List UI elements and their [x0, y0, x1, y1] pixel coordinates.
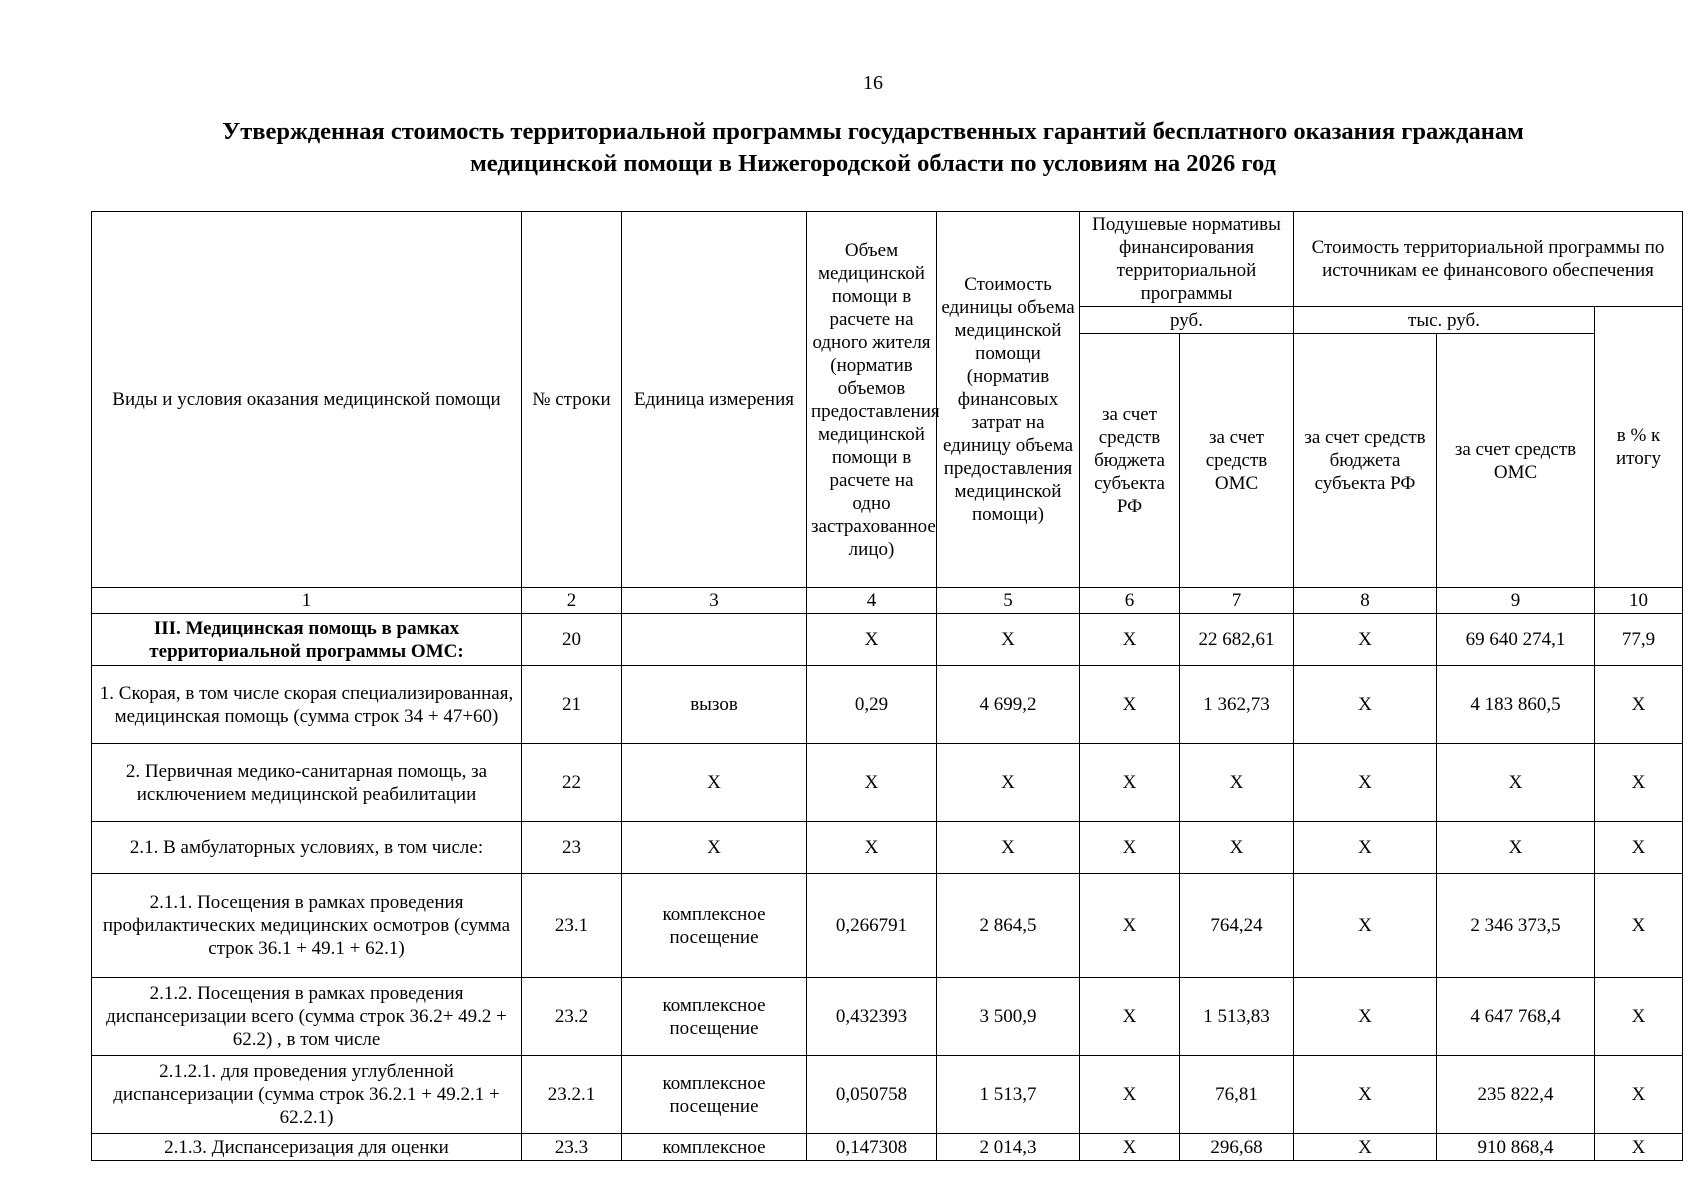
row-number: 21 [522, 666, 622, 744]
column-number: 10 [1595, 588, 1683, 614]
header-unit-thousand-rub: тыс. руб. [1294, 307, 1595, 334]
column-number: 5 [937, 588, 1080, 614]
page-number: 16 [863, 72, 883, 94]
header-col-1: Виды и условия оказания медицинской помощи [92, 212, 522, 588]
column-number: 1 [92, 588, 522, 614]
row-per-capita-oms: X [1180, 744, 1294, 822]
header-col-7: за счет средств ОМС [1180, 334, 1294, 588]
row-percent: X [1595, 1134, 1683, 1161]
column-number-row [92, 588, 1683, 614]
row-total-oms: 235 822,4 [1437, 1056, 1595, 1134]
row-volume: 0,050758 [807, 1056, 937, 1134]
row-unit-cost: 4 699,2 [937, 666, 1080, 744]
row-total-oms: X [1437, 744, 1595, 822]
row-per-capita-budget: X [1080, 978, 1180, 1056]
row-per-capita-oms: X [1180, 822, 1294, 874]
row-volume: 0,266791 [807, 874, 937, 978]
row-total-budget: X [1294, 1134, 1437, 1161]
row-volume: X [807, 822, 937, 874]
row-volume: X [807, 614, 937, 666]
header-col-10: в % к итогу [1595, 307, 1683, 588]
row-unit-cost: 2 014,3 [937, 1134, 1080, 1161]
row-per-capita-budget: X [1080, 1134, 1180, 1161]
row-volume: 0,432393 [807, 978, 937, 1056]
row-volume: 0,147308 [807, 1134, 937, 1161]
row-unit: комплексное [622, 1134, 807, 1161]
row-name: 2.1.2.1. для проведения углубленной диспансеризации (сумма строк 36.2.1 + 49.2.1 + 62.2.1) [92, 1056, 522, 1134]
title-line-2: медицинской помощи в Нижегородской области по условиям на 2026 год [470, 150, 1276, 177]
row-name: 2. Первичная медико-санитарная помощь, за исключением медицинской реабилитации [92, 744, 522, 822]
header-group-cost: Стоимость территориальной программы по источникам ее финансового обеспечения [1294, 212, 1683, 307]
row-percent: X [1595, 874, 1683, 978]
row-per-capita-oms: 22 682,61 [1180, 614, 1294, 666]
title-line-1: Утвержденная стоимость территориальной программы государственных гарантий бесплатного оказания гражданам [222, 118, 1524, 145]
row-per-capita-budget: X [1080, 744, 1180, 822]
row-name: 2.1.3. Диспансеризация для оценки [92, 1134, 522, 1161]
row-total-oms: 4 183 860,5 [1437, 666, 1595, 744]
table-row [92, 874, 1683, 978]
row-per-capita-oms: 764,24 [1180, 874, 1294, 978]
table-row [92, 978, 1683, 1056]
header-col-4: Объем медицинской помощи в расчете на одного жителя (норматив объемов предоставления медицинской помощи в расчете на одно застрахованное лицо) [807, 212, 937, 588]
row-volume: 0,29 [807, 666, 937, 744]
row-total-oms: 910 868,4 [1437, 1134, 1595, 1161]
row-percent: X [1595, 1056, 1683, 1134]
row-total-budget: X [1294, 822, 1437, 874]
row-total-budget: X [1294, 1056, 1437, 1134]
header-col-6: за счет средств бюджета субъекта РФ [1080, 334, 1180, 588]
row-number: 23.2.1 [522, 1056, 622, 1134]
row-per-capita-budget: X [1080, 614, 1180, 666]
row-unit-cost: X [937, 614, 1080, 666]
row-per-capita-oms: 1 513,83 [1180, 978, 1294, 1056]
cost-table [91, 211, 1683, 1161]
column-number: 3 [622, 588, 807, 614]
row-unit [622, 614, 807, 666]
header-group-per-capita: Подушевые нормативы финансирования территориальной программы [1080, 212, 1294, 307]
row-total-oms: X [1437, 822, 1595, 874]
table-row [92, 1056, 1683, 1134]
header-col-3: Единица измерения [622, 212, 807, 588]
row-unit: вызов [622, 666, 807, 744]
row-unit-cost: 2 864,5 [937, 874, 1080, 978]
table-row [92, 614, 1683, 666]
row-total-budget: X [1294, 874, 1437, 978]
row-number: 23.3 [522, 1134, 622, 1161]
row-name: 1. Скорая, в том числе скорая специализированная, медицинская помощь (сумма строк 34 + 47+60) [92, 666, 522, 744]
row-total-budget: X [1294, 978, 1437, 1056]
column-number: 6 [1080, 588, 1180, 614]
row-number: 23.2 [522, 978, 622, 1056]
row-number: 20 [522, 614, 622, 666]
row-per-capita-budget: X [1080, 666, 1180, 744]
table-row [92, 1134, 1683, 1161]
row-name: 2.1.2. Посещения в рамках проведения диспансеризации всего (сумма строк 36.2+ 49.2 + 62.2) , в том числе [92, 978, 522, 1056]
header-col-5: Стоимость единицы объема медицинской помощи (норматив финансовых затрат на единицу объема предоставления медицинской помощи) [937, 212, 1080, 588]
row-unit: X [622, 744, 807, 822]
row-number: 23.1 [522, 874, 622, 978]
row-total-oms: 69 640 274,1 [1437, 614, 1595, 666]
row-per-capita-oms: 76,81 [1180, 1056, 1294, 1134]
column-number: 9 [1437, 588, 1595, 614]
row-per-capita-budget: X [1080, 874, 1180, 978]
table-row [92, 744, 1683, 822]
row-unit-cost: 1 513,7 [937, 1056, 1080, 1134]
row-unit: X [622, 822, 807, 874]
row-unit-cost: X [937, 744, 1080, 822]
header-col-9: за счет средств ОМС [1437, 334, 1595, 588]
row-total-oms: 4 647 768,4 [1437, 978, 1595, 1056]
row-unit-cost: 3 500,9 [937, 978, 1080, 1056]
row-per-capita-budget: X [1080, 1056, 1180, 1134]
row-percent: X [1595, 744, 1683, 822]
row-name: 2.1.1. Посещения в рамках проведения профилактических медицинских осмотров (сумма строк 36.1 + 49.1 + 62.1) [92, 874, 522, 978]
page-title [100, 116, 1646, 180]
row-per-capita-oms: 296,68 [1180, 1134, 1294, 1161]
row-total-oms: 2 346 373,5 [1437, 874, 1595, 978]
table-row [92, 666, 1683, 744]
column-number: 8 [1294, 588, 1437, 614]
row-name: 2.1. В амбулаторных условиях, в том числе: [92, 822, 522, 874]
column-number: 7 [1180, 588, 1294, 614]
column-number: 4 [807, 588, 937, 614]
row-percent: X [1595, 822, 1683, 874]
row-unit: комплексное посещение [622, 978, 807, 1056]
row-number: 23 [522, 822, 622, 874]
row-volume: X [807, 744, 937, 822]
row-per-capita-budget: X [1080, 822, 1180, 874]
row-unit: комплексное посещение [622, 1056, 807, 1134]
row-percent: 77,9 [1595, 614, 1683, 666]
row-unit-cost: X [937, 822, 1080, 874]
row-total-budget: X [1294, 614, 1437, 666]
table-row [92, 822, 1683, 874]
column-number: 2 [522, 588, 622, 614]
row-number: 22 [522, 744, 622, 822]
row-total-budget: X [1294, 666, 1437, 744]
row-percent: X [1595, 978, 1683, 1056]
row-unit: комплексное посещение [622, 874, 807, 978]
row-per-capita-oms: 1 362,73 [1180, 666, 1294, 744]
header-col-8: за счет средств бюджета субъекта РФ [1294, 334, 1437, 588]
row-percent: X [1595, 666, 1683, 744]
row-name: III. Медицинская помощь в рамках территориальной программы ОМС: [92, 614, 522, 666]
header-col-2: № строки [522, 212, 622, 588]
row-total-budget: X [1294, 744, 1437, 822]
header-unit-rub: руб. [1080, 307, 1294, 334]
